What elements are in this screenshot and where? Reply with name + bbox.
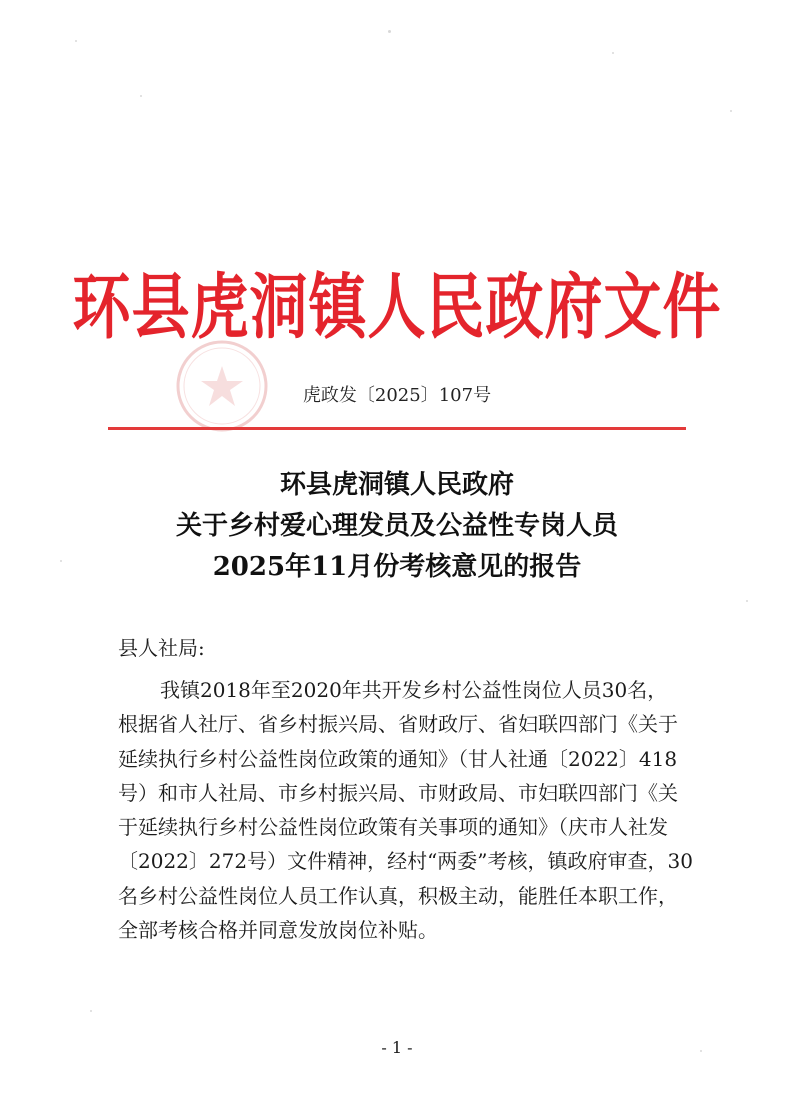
body-line: 〔2022〕272号）文件精神，经村“两委”考核，镇政府审查，30 [118, 849, 693, 874]
report-title [0, 465, 794, 588]
document-header-title: 环县虎洞镇人民政府文件 [72, 265, 722, 349]
page-number: - 1 - [381, 1038, 413, 1057]
report-title-line: 2025年11月份考核意见的报告 [212, 552, 582, 582]
body-line: 名乡村公益性岗位人员工作认真，积极主动，能胜任本职工作， [118, 883, 678, 908]
salutation: 县人社局: [118, 636, 205, 660]
header-divider [108, 427, 686, 430]
body-line: 全部考核合格并同意发放岗位补贴。 [118, 918, 438, 943]
body-line: 延续执行乡村公益性岗位政策的通知》（甘人社通〔2022〕418 [118, 746, 678, 771]
scan-speck [612, 52, 614, 54]
scan-speck [730, 110, 732, 112]
body-line: 根据省人社厅、省乡村振兴局、省财政厅、省妇联四部门《关于 [118, 712, 678, 737]
report-title-line: 关于乡村爱心理发员及公益性专岗人员 [175, 511, 618, 541]
scan-speck [746, 600, 748, 602]
document-number: 虎政发〔2025〕107号 [302, 385, 492, 406]
body-line: 号）和市人社局、市乡村振兴局、市财政局、市妇联四部门《关 [118, 780, 678, 805]
report-title-line: 环县虎洞镇人民政府 [279, 470, 514, 500]
body-line: 于延续执行乡村公益性岗位政策有关事项的通知》（庆市人社发 [118, 815, 668, 840]
scan-speck [75, 40, 77, 42]
body-line: 我镇2018年至2020年共开发乡村公益性岗位人员30名， [160, 678, 668, 702]
body-paragraph [118, 673, 698, 947]
scan-speck [140, 95, 142, 97]
scan-speck [388, 30, 391, 33]
scan-speck [90, 1010, 92, 1012]
